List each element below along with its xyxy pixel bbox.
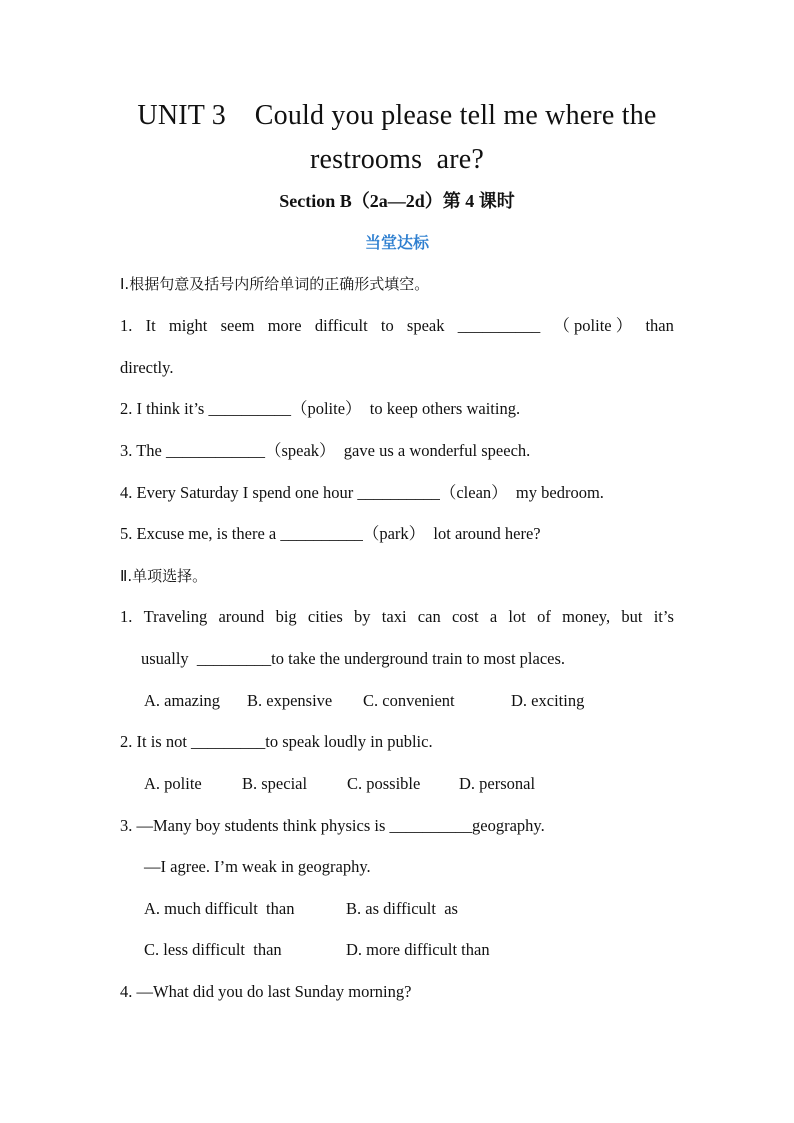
word: It bbox=[145, 316, 156, 335]
option-a[interactable]: A. polite bbox=[144, 774, 202, 793]
word: might bbox=[168, 316, 208, 335]
option-b[interactable]: B. as difficult as bbox=[346, 899, 458, 918]
word: by bbox=[354, 607, 371, 626]
word: Traveling bbox=[143, 607, 208, 626]
section1-heading: Ⅰ.根据句意及括号内所给单词的正确形式填空。 bbox=[120, 275, 430, 293]
s2-q2-stem: 2. It is not _________to speak loudly in public. bbox=[120, 732, 433, 751]
word: it’s bbox=[653, 607, 674, 626]
option-c[interactable]: C. less difficult than bbox=[144, 940, 282, 959]
word: taxi bbox=[381, 607, 407, 626]
word: of bbox=[537, 607, 551, 626]
s2-q1-line1 bbox=[120, 606, 674, 628]
option-d[interactable]: D. exciting bbox=[511, 691, 585, 710]
s2-q1-line2: usually _________to take the underground train to most places. bbox=[141, 649, 566, 668]
word: cost bbox=[451, 607, 479, 626]
word: speak bbox=[406, 316, 445, 335]
option-a[interactable]: A. amazing bbox=[144, 691, 221, 710]
word: more bbox=[267, 316, 302, 335]
s2-q3-reply: —I agree. I’m weak in geography. bbox=[144, 857, 371, 876]
word: can bbox=[417, 607, 441, 626]
s1-q1-line2: directly. bbox=[120, 358, 174, 377]
s2-q3-stem: 3. —Many boy students think physics is __________geography. bbox=[120, 816, 545, 835]
option-a[interactable]: A. much difficult than bbox=[144, 899, 295, 918]
option-d[interactable]: D. personal bbox=[459, 774, 536, 793]
option-b[interactable]: B. special bbox=[242, 774, 308, 793]
answer-blank[interactable]: __________ bbox=[457, 316, 541, 335]
s1-q3: 3. The ____________（speak） gave us a wonderful speech. bbox=[120, 441, 531, 460]
option-c[interactable]: C. convenient bbox=[363, 691, 455, 710]
word: difficult bbox=[314, 316, 368, 335]
s1-q5: 5. Excuse me, is there a __________（park） lot around here? bbox=[120, 524, 541, 543]
title-line-1: UNIT 3 Could you please tell me where the bbox=[137, 100, 657, 131]
section-subtitle: Section B（2a—2d）第 4 课时 bbox=[279, 191, 515, 211]
title-line-2: restrooms are? bbox=[309, 144, 485, 175]
option-d[interactable]: D. more difficult than bbox=[346, 940, 490, 959]
word: money, bbox=[562, 607, 611, 626]
practice-heading: 当堂达标 bbox=[364, 233, 429, 252]
s1-q2: 2. I think it’s __________（polite） to keep others waiting. bbox=[120, 399, 521, 418]
s2-q4-stem: 4. —What did you do last Sunday morning? bbox=[120, 982, 412, 1001]
s1-q4: 4. Every Saturday I spend one hour __________（clean） my bedroom. bbox=[120, 483, 604, 502]
word: seem bbox=[220, 316, 255, 335]
word: around bbox=[218, 607, 265, 626]
word: a bbox=[489, 607, 498, 626]
word: to bbox=[380, 316, 394, 335]
option-b[interactable]: B. expensive bbox=[247, 691, 333, 710]
s1-q1-line1 bbox=[120, 315, 674, 337]
word: （ polite ） bbox=[553, 316, 633, 335]
word: 1. bbox=[120, 607, 133, 626]
word: than bbox=[645, 316, 674, 335]
word: big bbox=[275, 607, 297, 626]
option-c[interactable]: C. possible bbox=[347, 774, 421, 793]
word: lot bbox=[508, 607, 526, 626]
word: cities bbox=[307, 607, 343, 626]
section2-heading: Ⅱ.单项选择。 bbox=[120, 567, 208, 585]
word: 1. bbox=[120, 316, 133, 335]
word: but bbox=[621, 607, 643, 626]
